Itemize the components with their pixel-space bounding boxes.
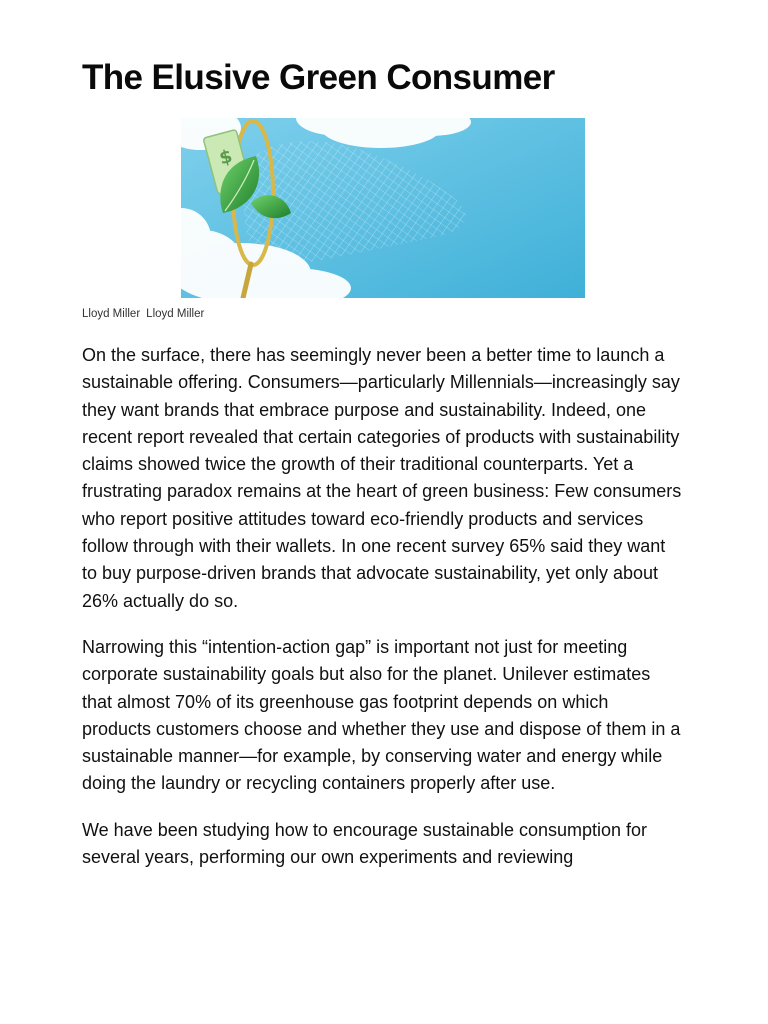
image-credit (82, 306, 204, 322)
dollar-leaf-net-illustration-icon (181, 118, 585, 298)
photo-credit: Lloyd Miller (82, 308, 141, 320)
paragraph: We have been studying how to encourage sustainable consumption for several years, performing our own experiments and reviewing (82, 819, 648, 868)
illustration-credit: Lloyd Miller (146, 308, 205, 320)
article-body (82, 342, 682, 890)
hero-image (181, 118, 585, 298)
paragraph: Narrowing this “intention-action gap” is important not just for meeting corporate sustainability goals but also for the planet. Unilever estimates that almost 70% of its greenhouse gas footprint depends on which products customers choose and whether they use and dispose of them in a sustainable manner—for example, by conserving water and energy while doing the laundry or recycling containers properly after use. (82, 636, 681, 794)
paragraph: On the surface, there has seemingly never been a better time to launch a sustainable offering. Consumers—particularly Millennials—increasingly say they want brands that embrace purpose and sustainability. Indeed, one recent report revealed that certain categories of products with sustainability claims showed twice the growth of their traditional counterparts. Yet a frustrating paradox remains at the heart of green business: Few consumers who report positive attitudes toward eco-friendly products and services follow through with their wallets. In one recent survey 65% said they want to buy purpose-driven brands that advocate sustainability, yet only about 26% actually do so. (82, 345, 682, 611)
article-title: The Elusive Green Consumer (82, 58, 555, 97)
svg-text:$: $ (217, 145, 235, 170)
